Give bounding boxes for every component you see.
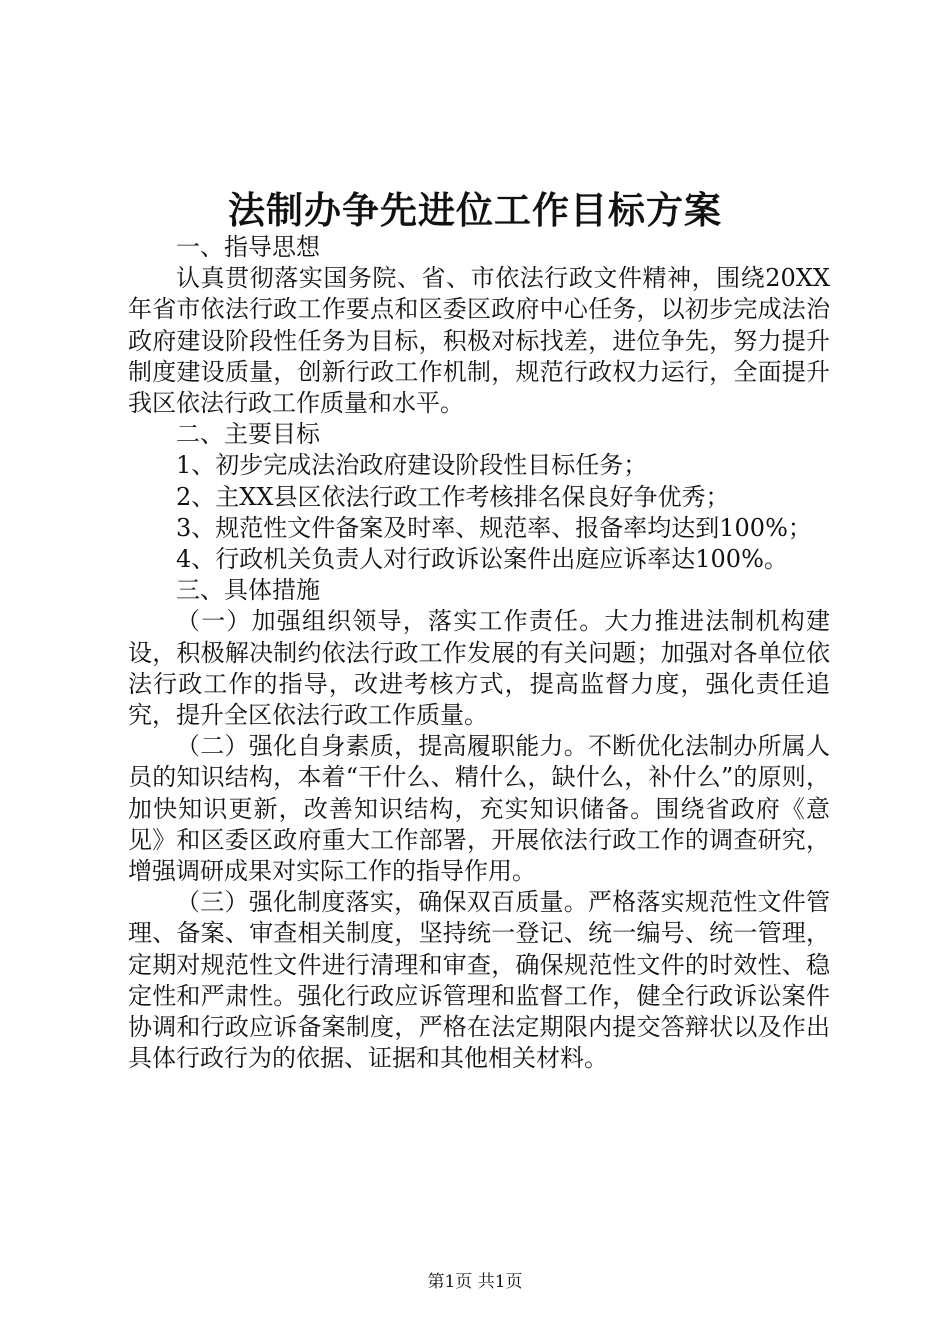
page-number-footer: 第1页 共1页: [427, 1272, 523, 1292]
section-heading-measures: 三、具体措施: [176, 576, 320, 605]
goal-item-1: 1、初步完成法治政府建设阶段性目标任务；: [176, 451, 648, 480]
measure-paragraph-2: （二）强化自身素质，提高履职能力。不断优化法制办所属人员的知识结构，本着“干什么、精什么，缺什么，补什么”的原则，加快知识更新，改善知识结构，充实知识储备。围绕省政府《意见》和区委区政府重大工作部署，开展依法行政工作的调查研究，增强调研成果对实际工作的指导作用。: [128, 732, 830, 886]
section-heading-main-goals: 二、主要目标: [176, 420, 320, 449]
section-heading-guiding-ideology: 一、指导思想: [176, 233, 320, 261]
paragraph-guiding-ideology: 认真贯彻落实国务院、省、市依法行政文件精神，围绕20XX年省市依法行政工作要点和区委区政府中心任务，以初步完成法治政府建设阶段性任务为目标，积极对标找差，进位争先，努力提升制度建设质量，创新行政工作机制，规范行政权力运行，全面提升我区依法行政工作质量和水平。: [128, 264, 830, 418]
goal-item-2: 2、主XX县区依法行政工作考核排名保良好争优秀；: [176, 482, 730, 511]
document-body: [128, 232, 830, 1074]
goal-item-4: 4、行政机关负责人对行政诉讼案件出庭应诉率达100%。: [176, 545, 788, 574]
measure-paragraph-3: （三）强化制度落实，确保双百质量。严格落实规范性文件管理、备案、审查相关制度，坚持统一登记、统一编号、统一管理，定期对规范性文件进行清理和审查，确保规范性文件的时效性、稳定性和严肃性。强化行政应诉管理和监督工作，健全行政诉讼案件协调和行政应诉备案制度，严格在法定期限内提交答辩状以及作出具体行政行为的依据、证据和其他相关材料。: [128, 888, 830, 1073]
goal-item-3: 3、规范性文件备案及时率、规范率、报备率均达到100%；: [176, 513, 812, 542]
measure-paragraph-1: （一）加强组织领导，落实工作责任。大力推进法制机构建设，积极解决制约依法行政工作发展的有关问题；加强对各单位依法行政工作的指导，改进考核方式，提高监督力度，强化责任追究，提升全区依法行政工作质量。: [128, 607, 830, 730]
document-title: 法制办争先进位工作目标方案: [228, 188, 722, 232]
